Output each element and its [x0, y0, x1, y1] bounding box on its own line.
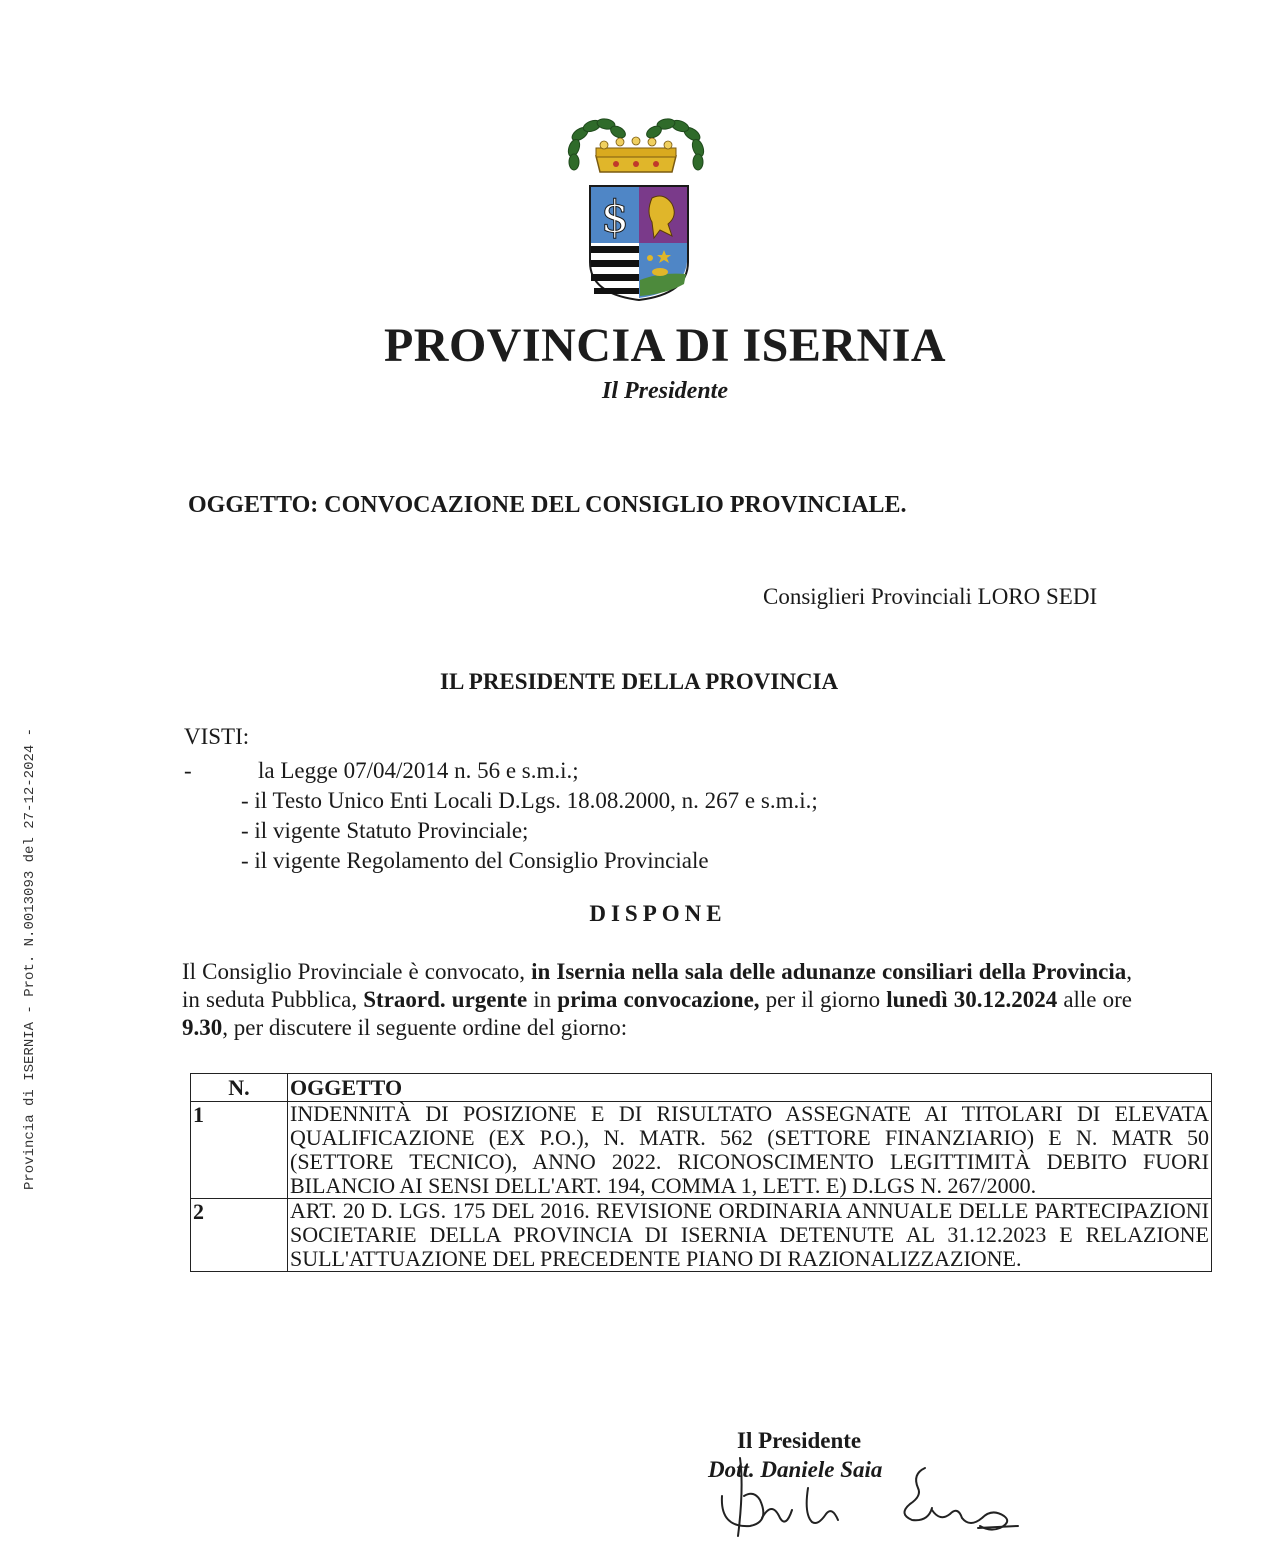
body-text: , in seduta Pubblica, — [182, 959, 1132, 1012]
convocation-paragraph — [182, 958, 1132, 1042]
body-text: alle ore — [1057, 987, 1133, 1012]
province-title: PROVINCIA DI ISERNIA — [383, 319, 947, 372]
signatory-name: Dott. Daniele Saia — [708, 1457, 883, 1482]
body-bold-text: lunedì 30.12.2024 — [886, 987, 1058, 1012]
body-bold-text: in Isernia nella sala delle adunanze consiliari della Provincia — [531, 959, 1127, 984]
table-row — [191, 1199, 1212, 1272]
signatory-title: Il Presidente — [737, 1428, 862, 1453]
visti-label: VISTI: — [184, 724, 250, 749]
table-header-row — [191, 1074, 1212, 1102]
agenda-item-number: 2 — [191, 1199, 288, 1272]
dispone-heading: DISPONE — [589, 901, 727, 926]
body-bold-text: prima convocazione, — [557, 987, 760, 1012]
agenda-item-text: INDENNITÀ DI POSIZIONE E DI RISULTATO ASSEGNATE AI TITOLARI DI ELEVATA QUALIFICAZIONE (EX P.O.), N. MATR. 562 (SETTORE FINANZIARIO) E N. MATR 50 (SETTORE TECNICO), ANNO 2022. RICONOSCIMENTO LEGITTIMITÀ DEBITO FUORI BILANCIO AI SENSI DELL'ART. 194, COMMA 1, LETT. E) D.LGS N. 267/2000. — [288, 1102, 1212, 1199]
agenda-item-text: ART. 20 D. LGS. 175 DEL 2016. REVISIONE ORDINARIA ANNUALE DELLE PARTECIPAZIONI SOCIETARIE DELLA PROVINCIA DI ISERNIA DETENUTE AL 31.12.2023 E RELAZIONE SULL'ATTUAZIONE DEL PRECEDENTE PIANO DI RAZIONALIZZAZIONE. — [288, 1199, 1212, 1272]
body-text: per il giorno — [759, 987, 887, 1012]
svg-text:$: $ — [601, 192, 629, 243]
handwritten-signature — [700, 1448, 1030, 1543]
president-heading: IL PRESIDENTE DELLA PROVINCIA — [440, 669, 839, 694]
body-text: Il Consiglio Provinciale è convocato, — [182, 959, 532, 984]
body-bold-text: Straord. urgente — [363, 987, 528, 1012]
column-header-number: N. — [191, 1074, 288, 1102]
list-item-text: - il Testo Unico Enti Locali D.Lgs. 18.08.2000, n. 267 e s.m.i.; — [241, 788, 818, 813]
agenda-table — [190, 1073, 1212, 1272]
list-item-text: - il vigente Regolamento del Consiglio Provinciale — [241, 848, 709, 873]
list-item-text: la Legge 07/04/2014 n. 56 e s.m.i.; — [258, 758, 579, 783]
column-header-subject: OGGETTO — [288, 1074, 1212, 1102]
president-subtitle: Il Presidente — [602, 378, 728, 404]
table-row — [191, 1102, 1212, 1199]
body-text: in — [527, 987, 558, 1012]
agenda-item-number: 1 — [191, 1102, 288, 1199]
body-text: , per discutere il seguente ordine del giorno: — [222, 1015, 628, 1040]
list-item-text: - il vigente Statuto Provinciale; — [241, 818, 529, 843]
protocol-stamp: Provincia di ISERNIA - Prot. N.0013093 del 27-12-2024 - — [22, 727, 38, 1190]
coat-of-arms-icon — [560, 112, 712, 304]
body-bold-text: 9.30 — [182, 1015, 223, 1040]
list-marker: - — [184, 758, 192, 783]
recipients-line: Consiglieri Provinciali LORO SEDI — [763, 584, 1098, 609]
subject-line: OGGETTO: CONVOCAZIONE DEL CONSIGLIO PROVINCIALE. — [188, 492, 907, 518]
